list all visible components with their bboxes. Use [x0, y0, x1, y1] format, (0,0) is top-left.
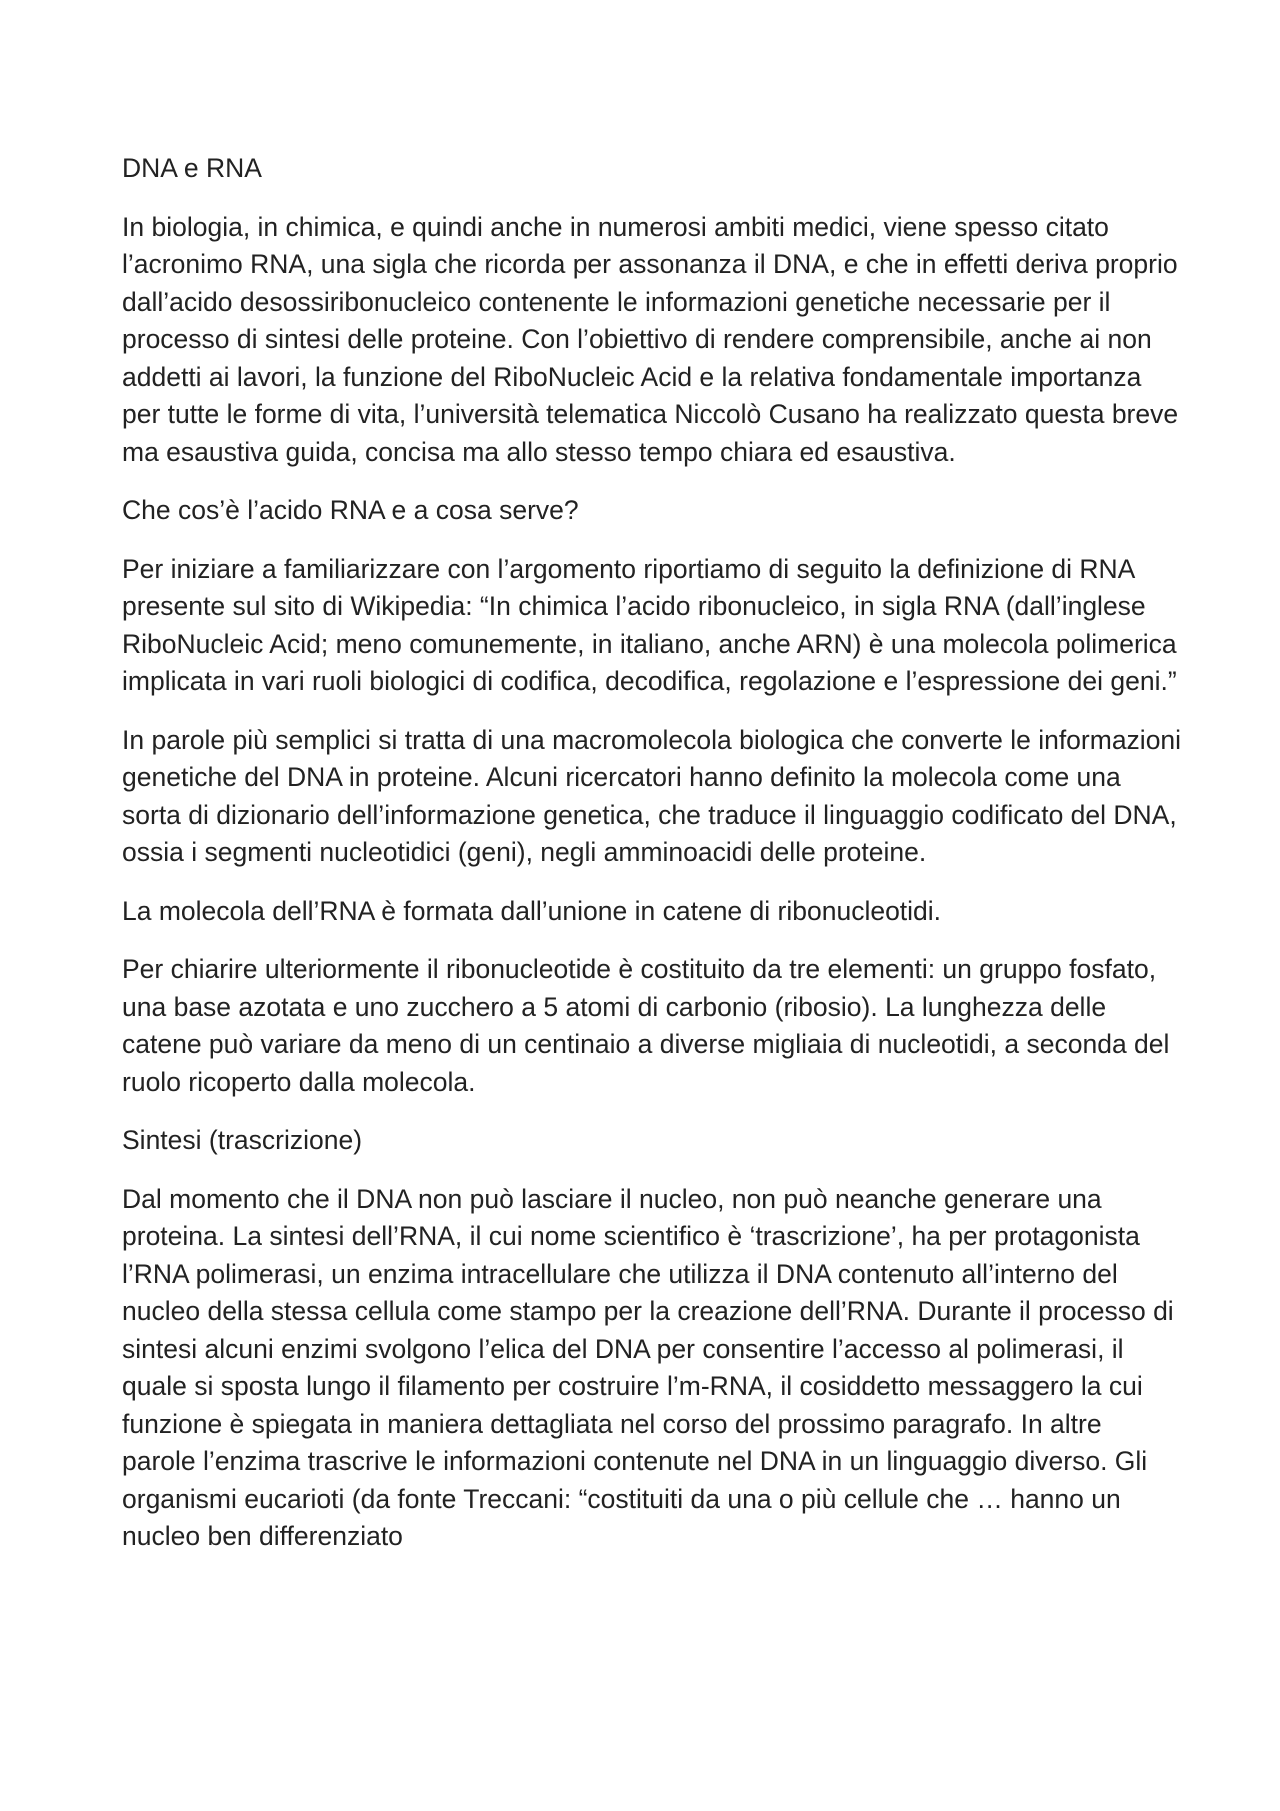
paragraph-definition: Per iniziare a familiarizzare con l’argomento riportiamo di seguito la definizione di RNA presente sul sito di Wikipedia: “In chimica l’acido ribonucleico, in sigla RNA (dall’inglese RiboNucleic Acid; meno comunemente, in italiano, anche ARN) è una molecola polimerica implicata in vari ruoli biologici di codifica, decodifica, regolazione e l’espressione dei geni.”	[122, 553, 1177, 696]
document-title: DNA e RNA	[122, 153, 262, 183]
section-heading-what-is-rna: Che cos’è l’acido RNA e a cosa serve?	[122, 495, 579, 525]
section-heading-synthesis: Sintesi (trascrizione)	[122, 1125, 363, 1155]
document-page	[122, 150, 1182, 1577]
paragraph-simple-explanation: In parole più semplici si tratta di una macromolecola biologica che converte le informazioni genetiche del DNA in proteine. Alcuni ricercatori hanno definito la molecola come una sorta di dizionario dell’informazione genetica, che traduce il linguaggio codificato del DNA, ossia i segmenti nucleotidici (geni), negli amminoacidi delle proteine.	[122, 724, 1182, 867]
paragraph-intro: In biologia, in chimica, e quindi anche in numerosi ambiti medici, viene spesso citato l’acronimo RNA, una sigla che ricorda per assonanza il DNA, e che in effetti deriva proprio dall’acido desossiribonucleico contenente le informazioni genetiche necessarie per il processo di sintesi delle proteine. Con l’obiettivo di rendere comprensibile, anche ai non addetti ai lavori, la funzione del RiboNucleic Acid e la relativa fondamentale importanza per tutte le forme di vita, l’università telematica Niccolò Cusano ha realizzato questa breve ma esaustiva guida, concisa ma allo stesso tempo chiara ed esaustiva.	[122, 211, 1179, 467]
paragraph-ribonucleotide: Per chiarire ulteriormente il ribonucleotide è costituito da tre elementi: un gruppo fosfato, una base azotata e uno zucchero a 5 atomi di carbonio (ribosio). La lunghezza delle catene può variare da meno di un centinaio a diverse migliaia di nucleotidi, a seconda del ruolo ricoperto dalla molecola.	[122, 954, 1170, 1097]
paragraph-molecule-formation: La molecola dell’RNA è formata dall’unione in catene di ribonucleotidi.	[122, 895, 942, 926]
paragraph-synthesis: Dal momento che il DNA non può lasciare il nucleo, non può neanche generare una proteina. La sintesi dell’RNA, il cui nome scientifico è ‘trascrizione’, ha per protagonista l’RNA polimerasi, un enzima intracellulare che utilizza il DNA contenuto all’interno del nucleo della stessa cellula come stampo per la creazione dell’RNA. Durante il processo di sintesi alcuni enzimi svolgono l’elica del DNA per consentire l’accesso al polimerasi, il quale si sposta lungo il filamento per costruire l’m-RNA, il cosiddetto messaggero la cui funzione è spiegata in maniera dettagliata nel corso del prossimo paragrafo. In altre parole l’enzima trascrive le informazioni contenute nel DNA in un linguaggio diverso. Gli organismi eucarioti (da fonte Treccani: “costituiti da una o più cellule che … hanno un nucleo ben differenziato	[122, 1183, 1174, 1551]
